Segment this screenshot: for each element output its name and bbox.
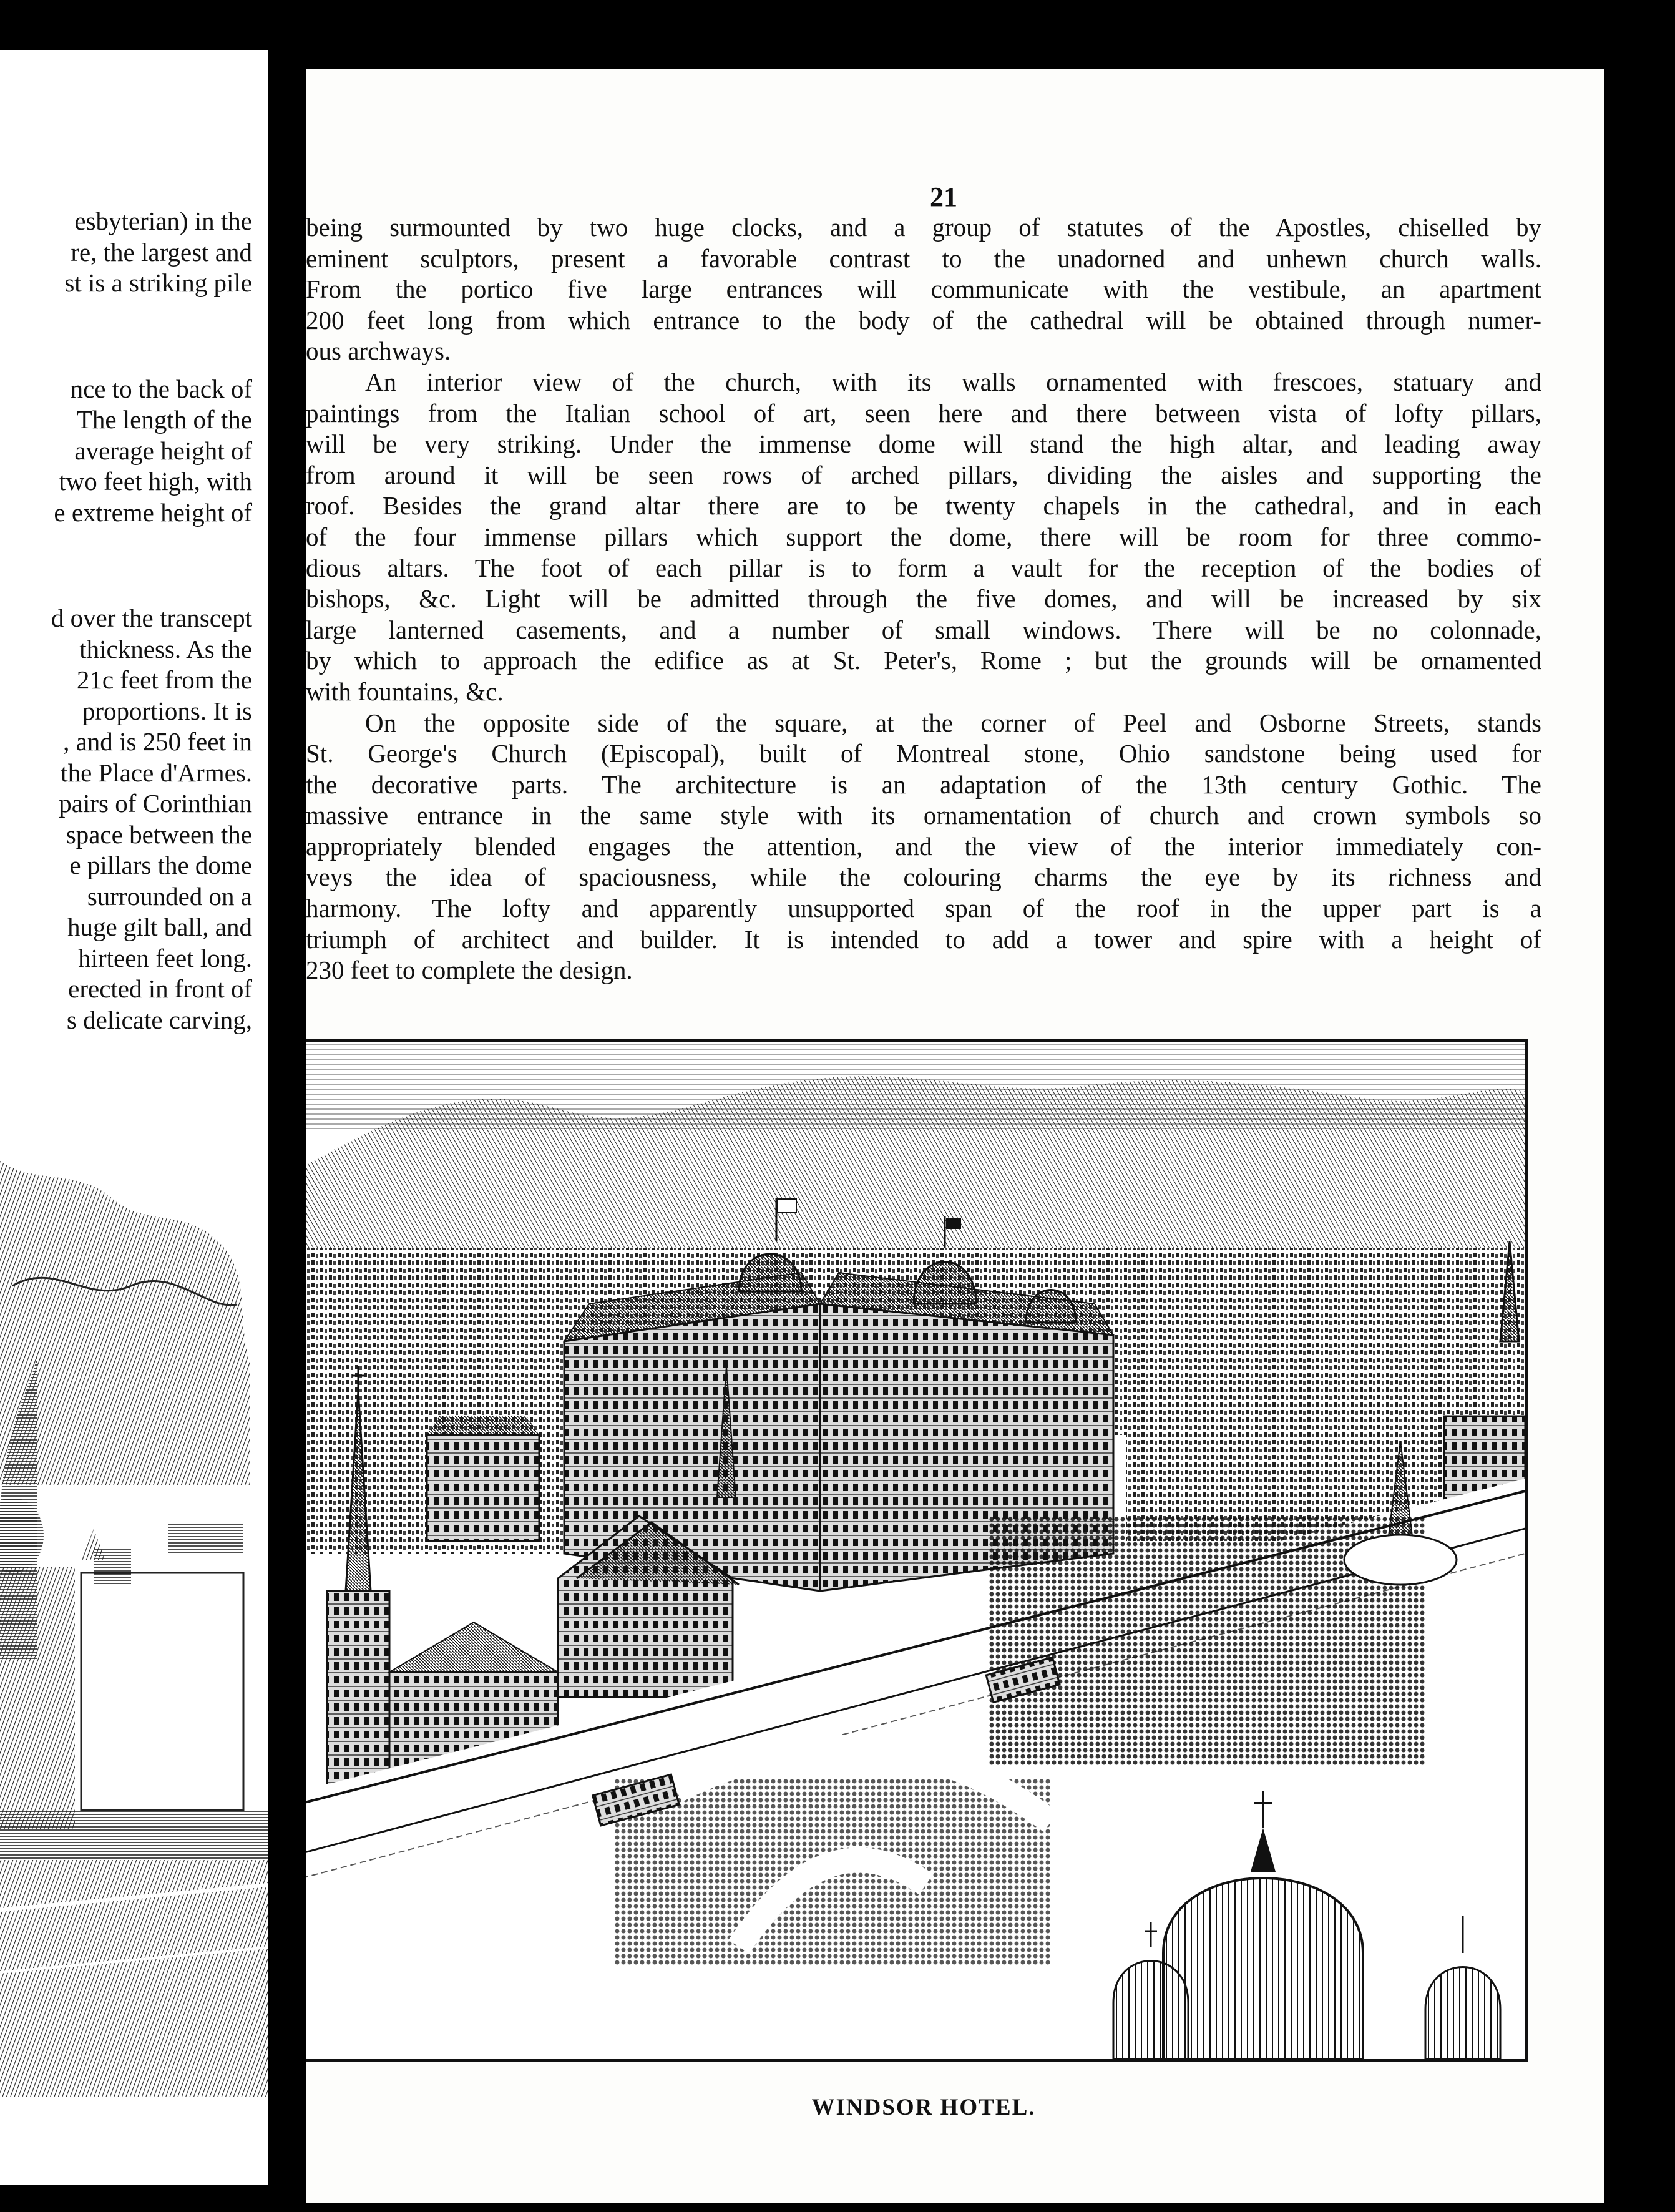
text-line: harmony. The lofty and apparently unsupported span of the roof in the upper part is a — [306, 894, 1541, 923]
body-text — [306, 212, 1541, 986]
text-line: appropriately blended engages the attention, and the view of the interior immediately con- — [306, 831, 1541, 861]
text-line: From the portico five large entrances will communicate with the vestibule, an apartment — [306, 275, 1541, 304]
left-text-line: The length of the — [76, 405, 252, 434]
left-text-line: 21c feet from the — [76, 665, 252, 694]
text-line: from around it will be seen rows of arched pillars, dividing the aisles and supporting the — [306, 460, 1541, 489]
left-text-line: proportions. It is — [82, 696, 252, 725]
left-text-line: re, the largest and — [71, 237, 252, 267]
text-line: paintings from the Italian school of art, seen here and there between vista of lofty pillars, — [306, 398, 1541, 428]
windsor-hotel-engraving — [306, 1039, 1528, 2062]
text-line: triumph of architect and builder. It is intended to add a tower and spire with a height of — [306, 924, 1541, 954]
left-text-line: surrounded on a — [87, 881, 252, 911]
text-line: with fountains, &c. — [306, 677, 504, 706]
text-line: large lanterned casements, and a number of small windows. There will be no colonnade, — [306, 615, 1541, 644]
left-text-line: thickness. As the — [79, 634, 252, 663]
text-line: dious altars. The foot of each pillar is to form a vault for the reception of the bodies of — [306, 553, 1541, 582]
text-line: will be very striking. Under the immense dome will stand the high altar, and leading away — [306, 429, 1541, 459]
text-line: being surmounted by two huge clocks, and a group of statutes of the Apostles, chiselled by — [306, 213, 1541, 242]
text-line: St. George's Church (Episcopal), built of Montreal stone, Ohio sandstone being used for — [306, 739, 1541, 768]
paragraph — [306, 212, 1541, 367]
left-text-line: nce to the back of — [70, 374, 252, 403]
text-line: of the four immense pillars which support the dome, there will be room for three commo- — [306, 522, 1541, 551]
text-line: roof. Besides the grand altar there are to be twenty chapels in the cathedral, and in each — [306, 491, 1541, 521]
text-line: the decorative parts. The architecture is an adaptation of the 13th century Gothic. The — [306, 770, 1541, 799]
text-line: On the opposite side of the square, at the corner of Peel and Osborne Streets, stands — [365, 708, 1541, 737]
text-line: veys the idea of spaciousness, while the colouring charms the eye by its richness and — [306, 863, 1541, 892]
left-page-fragment — [0, 50, 268, 2185]
left-text-line: pairs of Corinthian — [59, 789, 252, 818]
left-text-line: the Place d'Armes. — [61, 758, 252, 787]
left-page-illustration — [0, 1161, 268, 2172]
left-text-line: d over the transcept — [51, 604, 252, 632]
text-line: 200 feet long from which entrance to the body of the cathedral will be obtained through numer- — [306, 305, 1541, 335]
left-text-line: e pillars the dome — [69, 851, 252, 879]
illustration-caption: WINDSOR HOTEL. — [811, 2095, 1036, 2120]
left-text-line: , and is 250 feet in — [63, 727, 252, 756]
paragraph — [306, 708, 1541, 986]
left-page-text — [0, 206, 268, 1035]
book-spine-gutter — [268, 0, 306, 2212]
left-text-line: average height of — [74, 436, 252, 465]
page-21 — [306, 69, 1604, 2203]
left-text-line: erected in front of — [68, 974, 252, 1003]
text-line: An interior view of the church, with its walls ornamented with frescoes, statuary and — [365, 367, 1541, 396]
left-text-line: esbyterian) in the — [74, 207, 252, 235]
left-text-line: s delicate carving, — [66, 1005, 252, 1034]
paragraph — [306, 367, 1541, 708]
text-line: by which to approach the edifice as at St. Peter's, Rome ; but the grounds will be ornamented — [306, 646, 1541, 675]
text-line: 230 feet to complete the design. — [306, 956, 633, 985]
left-text-line — [0, 299, 268, 374]
text-line: eminent sculptors, present a favorable contrast to the unadorned and unhewn church walls. — [306, 243, 1541, 273]
left-text-line: st is a striking pile — [64, 268, 252, 297]
left-text-line: hirteen feet long. — [78, 943, 252, 972]
text-line: ous archways. — [306, 336, 451, 366]
left-text-line: huge gilt ball, and — [67, 913, 252, 941]
text-line: massive entrance in the same style with its ornamentation of church and crown symbols so — [306, 801, 1541, 830]
left-text-line: e extreme height of — [54, 497, 252, 527]
left-text-line — [0, 528, 268, 603]
left-text-line: space between the — [66, 820, 252, 849]
text-line: bishops, &c. Light will be admitted through the five domes, and will be increased by six — [306, 584, 1541, 614]
left-text-line: two feet high, with — [59, 467, 252, 496]
page-number: 21 — [930, 182, 957, 212]
